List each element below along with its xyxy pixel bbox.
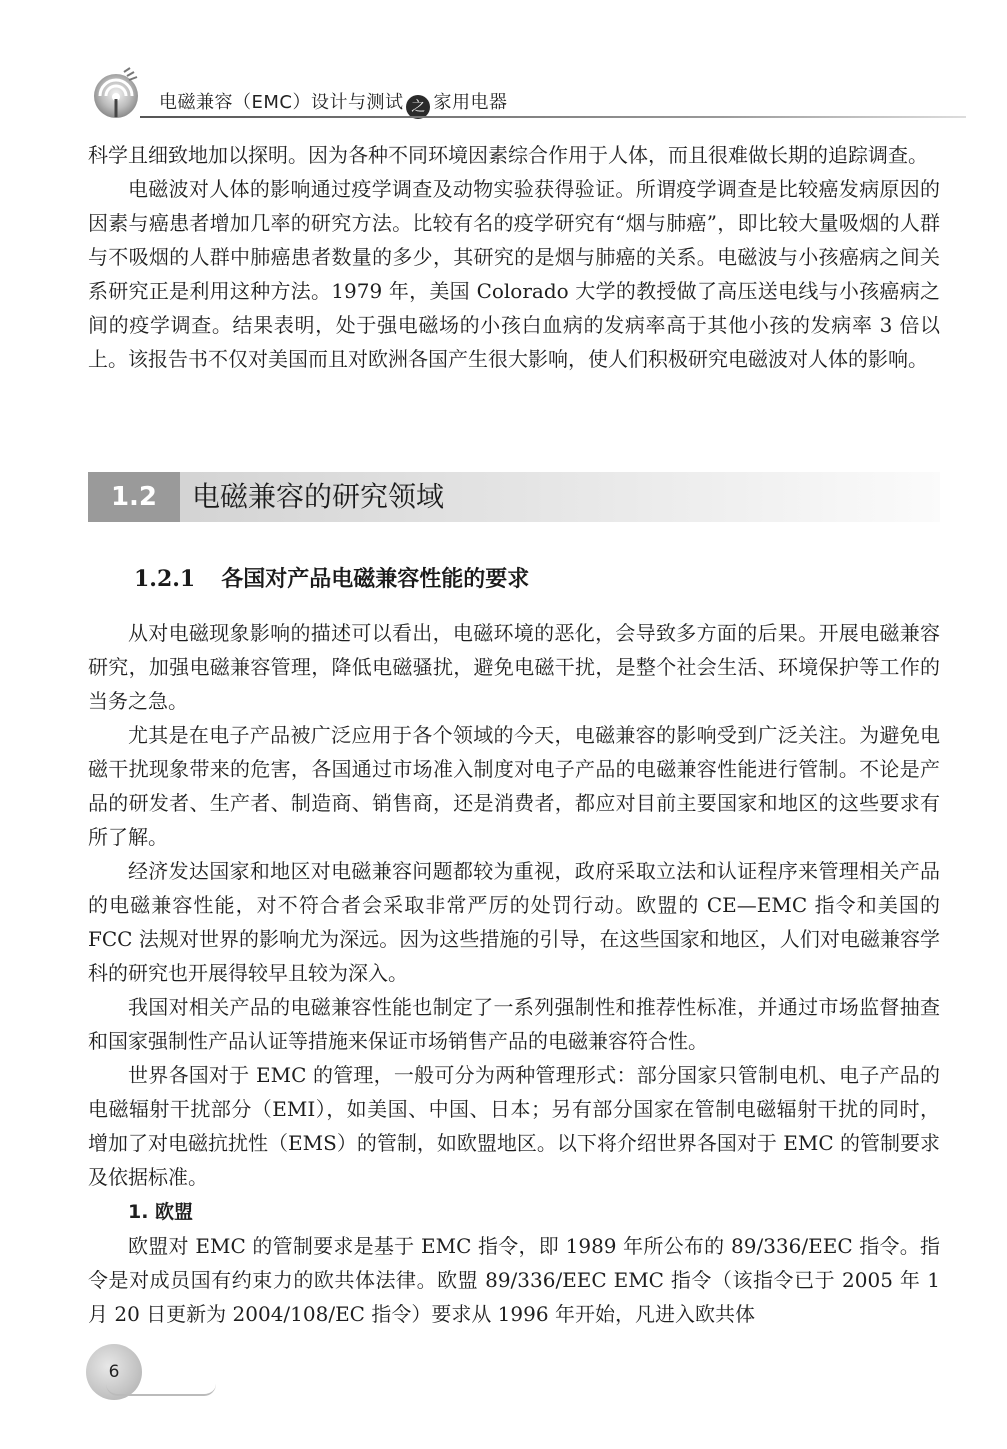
item-heading: [88, 1194, 940, 1229]
subsection-title: 各国对产品电磁兼容性能的要求: [221, 566, 530, 592]
main-text-block: [88, 616, 940, 1331]
paragraph: 经济发达国家和地区对电磁兼容问题都较为重视，政府采取立法和认证程序来管理相关产品的电磁兼容性能，对不符合者会采取非常严厉的处罚行动。欧盟的 CE—EMC 指令和美国的 FCC 法规对世界的影响尤为深远。因为这些措施的引导，在这些国家和地区，人们对电磁兼容学科的研究也开展得较早且较为深入。: [88, 859, 940, 985]
top-text-block: [88, 138, 940, 376]
item-heading-text: 1. 欧盟: [128, 1201, 194, 1223]
footer-swoosh: [106, 1384, 216, 1396]
paragraph: 欧盟对 EMC 的管制要求是基于 EMC 指令，即 1989 年所公布的 89/336/EEC 指令。指令是对成员国有约束力的欧共体法律。欧盟 89/336/EEC EMC 指令（该指令已于 2005 年 1 月 20 日更新为 2004/108/EC 指令）要求从 1996 年开始，凡进入欧共体: [88, 1234, 940, 1326]
paragraph: 世界各国对于 EMC 的管理，一般可分为两种管理形式：部分国家只管制电机、电子产品的电磁辐射干扰部分（EMI），如美国、中国、日本；另有部分国家在管制电磁辐射干扰的同时，增加了对电磁抗扰性（EMS）的管制，如欧盟地区。以下将介绍世界各国对于 EMC 的管制要求及依据标准。: [88, 1063, 940, 1189]
paragraph: 电磁波对人体的影响通过疫学调查及动物实验获得验证。所谓疫学调查是比较癌发病原因的因素与癌患者增加几率的研究方法。比较有名的疫学研究有“烟与肺癌”，即比较大量吸烟的人群与不吸烟的人群中肺癌患者数量的多少，其研究的是烟与肺癌的关系。电磁波与小孩癌病之间关系研究正是利用这种方法。1979 年，美国 Colorado 大学的教授做了高压送电线与小孩癌病之间的疫学调查。结果表明，处于强电磁场的小孩白血病的发病率高于其他小孩的发病率 3 倍以上。该报告书不仅对美国而且对欧洲各国产生很大影响，使人们积极研究电磁波对人体的影响。: [88, 177, 940, 371]
paragraph: 从对电磁现象影响的描述可以看出，电磁环境的恶化，会导致多方面的后果。开展电磁兼容研究，加强电磁兼容管理，降低电磁骚扰，避免电磁干扰，是整个社会生活、环境保护等工作的当务之急。: [88, 621, 940, 713]
header-rule: [140, 116, 966, 118]
antenna-signal-icon: [86, 66, 150, 122]
paragraph: 我国对相关产品的电磁兼容性能也制定了一系列强制性和推荐性标准，并通过市场监督抽查和国家强制性产品认证等措施来保证市场销售产品的电磁兼容符合性。: [88, 995, 940, 1053]
header-title-suffix: 家用电器: [433, 92, 508, 113]
paragraph-continued: 科学且细致地加以探明。因为各种不同环境因素综合作用于人体，而且很难做长期的追踪调查。: [88, 143, 928, 167]
subsection-number: 1.2.1: [134, 566, 196, 592]
running-header: [86, 66, 966, 122]
page-number: 6: [108, 1362, 120, 1382]
section-number: 1.2: [110, 482, 158, 512]
section-title: 电磁兼容的研究领域: [192, 480, 445, 513]
subsection-heading: [134, 562, 529, 593]
page-footer: [86, 1344, 286, 1404]
section-heading-bar: [88, 472, 940, 522]
paragraph: 尤其是在电子产品被广泛应用于各个领域的今天，电磁兼容的影响受到广泛关注。为避免电磁干扰现象带来的危害，各国通过市场准入制度对电子产品的电磁兼容性能进行管制。不论是产品的研发者、生产者、制造商、销售商，还是消费者，都应对目前主要国家和地区的这些要求有所了解。: [88, 723, 940, 849]
zhi-badge: 之: [406, 95, 430, 119]
header-title-prefix: 电磁兼容（EMC）设计与测试: [159, 92, 404, 113]
running-header-title: [159, 88, 507, 119]
